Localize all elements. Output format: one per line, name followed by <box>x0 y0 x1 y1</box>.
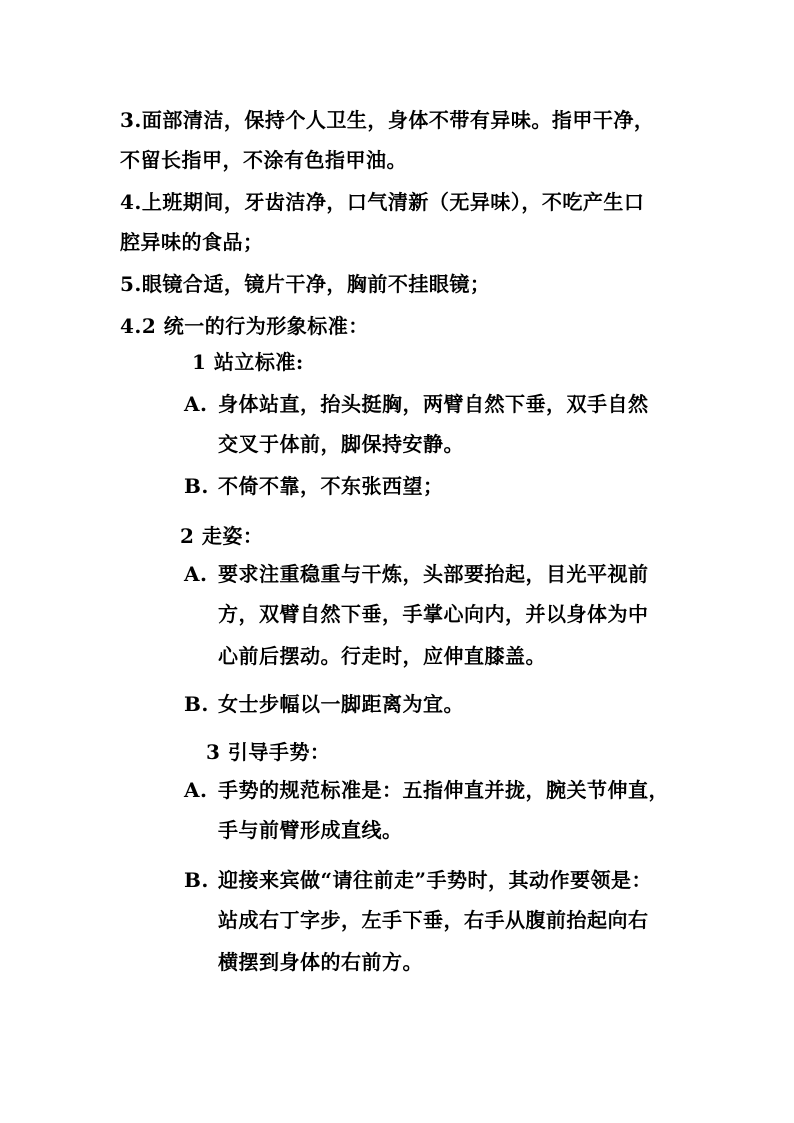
gesture-item-a-line-2: 手与前臂形成直线。 <box>218 818 403 842</box>
standing-item-b-text: 不倚不靠，不东张西望； <box>218 474 444 498</box>
gesture-item-b-line-3: 横摆到身体的右前方。 <box>218 950 423 974</box>
hygiene-item-3-line-2: 不留长指甲，不涂有色指甲油。 <box>120 148 407 172</box>
gesture-item-a-text: 手势的规范标准是：五指伸直并拢，腕关节伸直， <box>218 778 669 802</box>
gesture-item-b-line-2: 站成右丁字步，左手下垂，右手从腹前抬起向右 <box>218 908 649 932</box>
standing-item-a-line-2: 交叉于体前，脚保持安静。 <box>218 432 464 456</box>
standing-item-b-marker: B. <box>184 474 209 498</box>
walking-item-a-text: 要求注重稳重与干炼，头部要抬起，目光平视前 <box>218 562 649 586</box>
section-heading: 4.2 统一的行为形象标准： <box>120 314 369 338</box>
gesture-item-b-marker: B. <box>184 868 209 892</box>
walking-item-a-line-3: 心前后摆动。行走时，应伸直膝盖。 <box>218 644 546 668</box>
walking-item-a-line-1 <box>184 562 649 586</box>
walking-item-b-text: 女士步幅以一脚距离为宜。 <box>218 692 464 716</box>
standing-item-a-marker: A. <box>184 392 208 416</box>
hygiene-item-3-line-1: 3.面部清洁，保持个人卫生，身体不带有异味。指甲干净， <box>120 108 655 132</box>
gesture-item-a-line-1 <box>184 778 669 802</box>
gesture-item-b-line-1 <box>184 868 652 892</box>
walking-heading: 2 走姿： <box>180 524 264 548</box>
hygiene-item-5: 5.眼镜合适，镜片干净，胸前不挂眼镜； <box>120 272 491 296</box>
gesture-heading: 3 引导手势： <box>206 740 331 764</box>
standing-item-a-line-1 <box>184 392 649 416</box>
walking-item-b <box>184 692 464 716</box>
walking-item-a-marker: A. <box>184 562 208 586</box>
hygiene-item-4-line-2: 腔异味的食品； <box>120 230 264 254</box>
hygiene-item-4-line-1: 4.上班期间，牙齿洁净，口气清新（无异味），不吃产生口 <box>120 190 645 214</box>
gesture-item-a-marker: A. <box>184 778 208 802</box>
standing-item-a-text: 身体站直，抬头挺胸，两臂自然下垂，双手自然 <box>218 392 649 416</box>
walking-item-b-marker: B. <box>184 692 209 716</box>
gesture-item-b-text: 迎接来宾做“请往前走”手势时，其动作要领是： <box>218 868 653 892</box>
standing-heading: 1 站立标准: <box>192 350 304 374</box>
standing-item-b <box>184 474 444 498</box>
walking-item-a-line-2: 方，双臂自然下垂，手掌心向内，并以身体为中 <box>218 602 649 626</box>
